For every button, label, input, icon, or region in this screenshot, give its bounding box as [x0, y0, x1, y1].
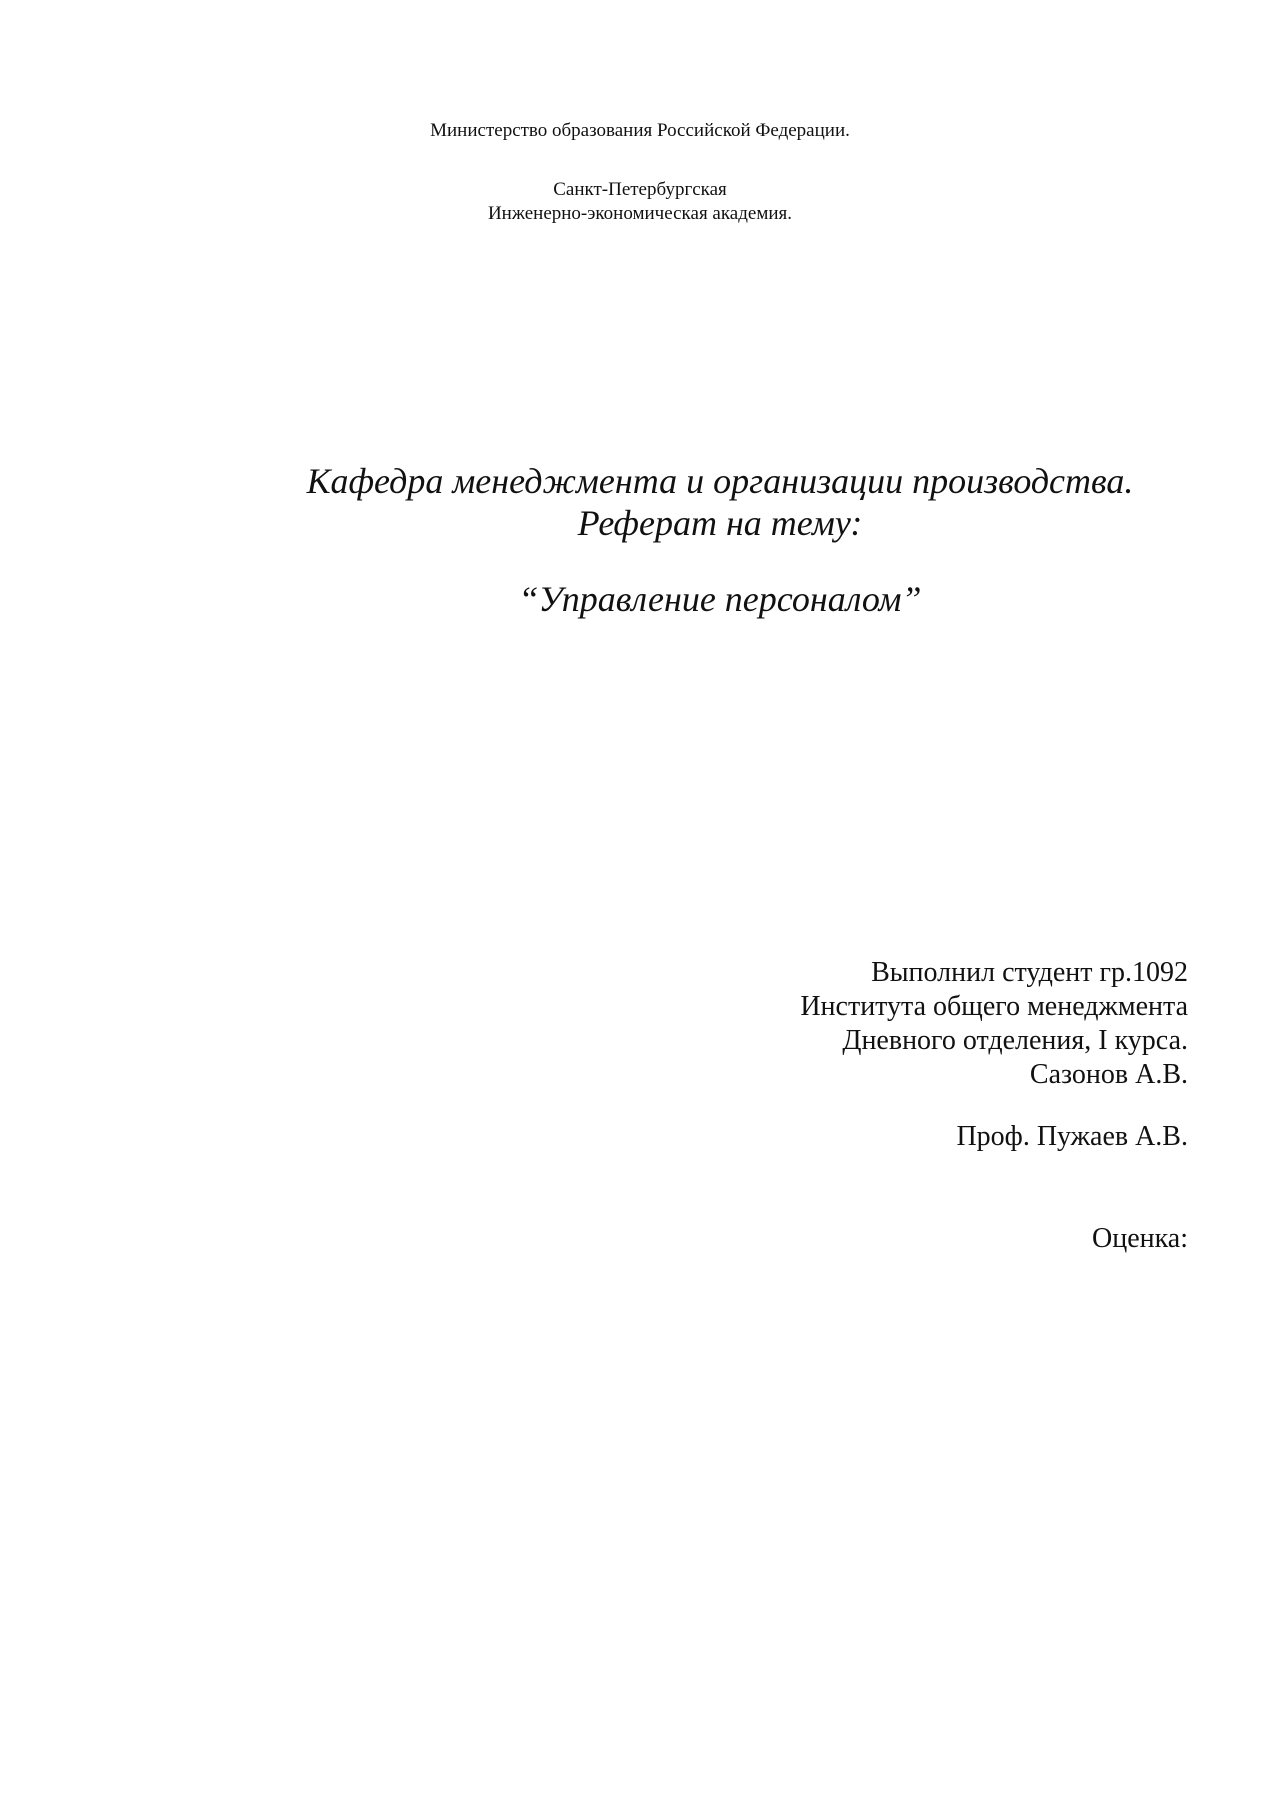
author-group: Выполнил студент гр.1092 — [871, 957, 1188, 988]
report-topic-label: Реферат на тему: — [577, 503, 863, 543]
author-name: Сазонов А.В. — [1029, 1059, 1188, 1090]
academy-name: Инженерно-экономическая академия. — [487, 203, 793, 224]
author-institute: Института общего менеджмента — [800, 991, 1188, 1022]
academy-block — [0, 178, 1280, 226]
academy-city: Санкт-Петербургская — [553, 179, 727, 200]
supervisor: Проф. Пужаев А.В. — [956, 1121, 1188, 1152]
author-department: Дневного отделения, I курса. — [842, 1025, 1188, 1056]
report-topic: “Управление персоналом” — [518, 579, 922, 619]
ministry-line: Министерство образования Российской Федерации. — [430, 120, 850, 141]
department-title: Кафедра менеджмента и организации производства. — [306, 461, 1134, 501]
grade-label: Оценка: — [1091, 1223, 1188, 1254]
author-info — [800, 956, 1188, 1092]
